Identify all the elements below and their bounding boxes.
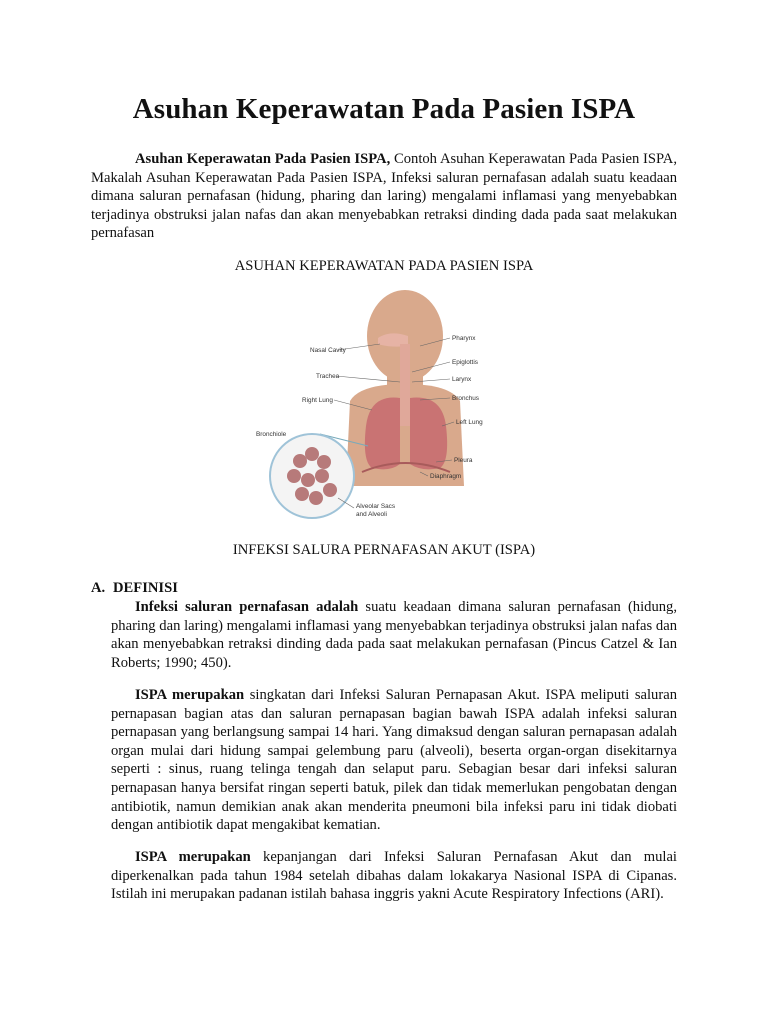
definition-paragraph-3 xyxy=(111,848,677,904)
label-alveolar-sacs: Alveolar Sacs xyxy=(356,503,396,510)
p2-bold: ISPA merupakan xyxy=(135,687,245,703)
p2-text: singkatan dari Infeksi Saluran Pernapasan Akut. ISPA meliputi saluran pernapasan bagian atas dan saluran pernapasan bagian bawah ISPA adalah infeksi saluran pernapasan yang berlangsung sampai 14 hari. Yang dimaksud dengan saluran pernapasan adalah organ mulai dari hidung sampai gelembung paru (alveoli), beserta organ-organ disekitarnya seperti : sinus, ruang telinga tengah dan selaput paru. Sebagian besar dari infeksi saluran pernapasan hanya bersifat ringan seperti batuk, pilek dan tidak memerlukan pengobatan dengan antibiotik, namun demikian anak akan menderita pneumoni bila infeksi paru ini tidak diobati dengan antibiotik dapat mengakibat kematian. xyxy=(111,687,677,834)
intro-bold: Asuhan Keperawatan Pada Pasien ISPA, xyxy=(135,151,391,167)
label-larynx: Larynx xyxy=(452,376,472,383)
p1-text: suatu keadaan dimana saluran pernafasan (hidung, pharing dan laring) mengalami inflamasi yang menyebabkan terjadinya obstruksi jalan nafas dan akan menyebabkan retraksi dinding dada pada saat melakukan pernafasan (Pincus Catzel & Ian Roberts; 1990; 450). xyxy=(111,599,677,671)
definition-paragraph-2 xyxy=(111,686,677,835)
label-left-lung: Left Lung xyxy=(456,419,483,426)
label-bronchiole: Bronchiole xyxy=(256,431,287,438)
label-and-alveoli: and Alveoli xyxy=(356,511,387,518)
p3-text: kepanjangan dari Infeksi Saluran Pernafasan Akut dan mulai diperkenalkan pada tahun 1984 setelah dibahas dalam lokakarya Nasional ISPA di Cipanas. Istilah ini merupakan padanan istilah bahasa inggris yakni Acute Respiratory Infections (ARI). xyxy=(111,849,677,903)
label-pharynx: Pharynx xyxy=(452,335,476,342)
section-subtitle: ASUHAN KEPERAWATAN PADA PASIEN ISPA xyxy=(234,258,534,274)
label-right-lung: Right Lung xyxy=(302,397,333,404)
figure-caption: INFEKSI SALURA PERNAFASAN AKUT (ISPA) xyxy=(232,542,536,558)
respiratory-system-figure xyxy=(250,286,530,526)
trachea-shape xyxy=(400,344,410,426)
page-title: Asuhan Keperawatan Pada Pasien ISPA xyxy=(132,93,636,125)
label-diaphragm: Diaphragm xyxy=(430,473,462,480)
p1-bold: Infeksi saluran pernafasan adalah xyxy=(135,599,359,615)
label-nasal-cavity: Nasal Cavity xyxy=(310,347,346,354)
p3-bold: ISPA merupakan xyxy=(135,849,251,865)
label-bronchus: Bronchus xyxy=(452,395,479,402)
section-heading xyxy=(91,580,178,597)
intro-text: Contoh Asuhan Keperawatan Pada Pasien ISPA, Makalah Asuhan Keperawatan Pada Pasien ISPA, Infeksi saluran pernafasan adalah suatu keadaan dimana saluran pernafasan (hidung, pharing dan laring) mengalami inflamasi yang menyebabkan terjadinya obstruksi jalan nafas dan akan menyebabkan retraksi dinding dada pada saat melakukan pernafasan xyxy=(91,151,677,242)
intro-paragraph xyxy=(91,150,677,243)
definition-paragraph-1 xyxy=(111,598,677,672)
section-title: DEFINISI xyxy=(113,580,178,596)
section-number: A. xyxy=(91,580,106,596)
label-epiglottis: Epiglottis xyxy=(452,359,478,366)
label-pleura: Pleura xyxy=(454,457,473,464)
label-trachea: Trachea xyxy=(316,373,340,380)
